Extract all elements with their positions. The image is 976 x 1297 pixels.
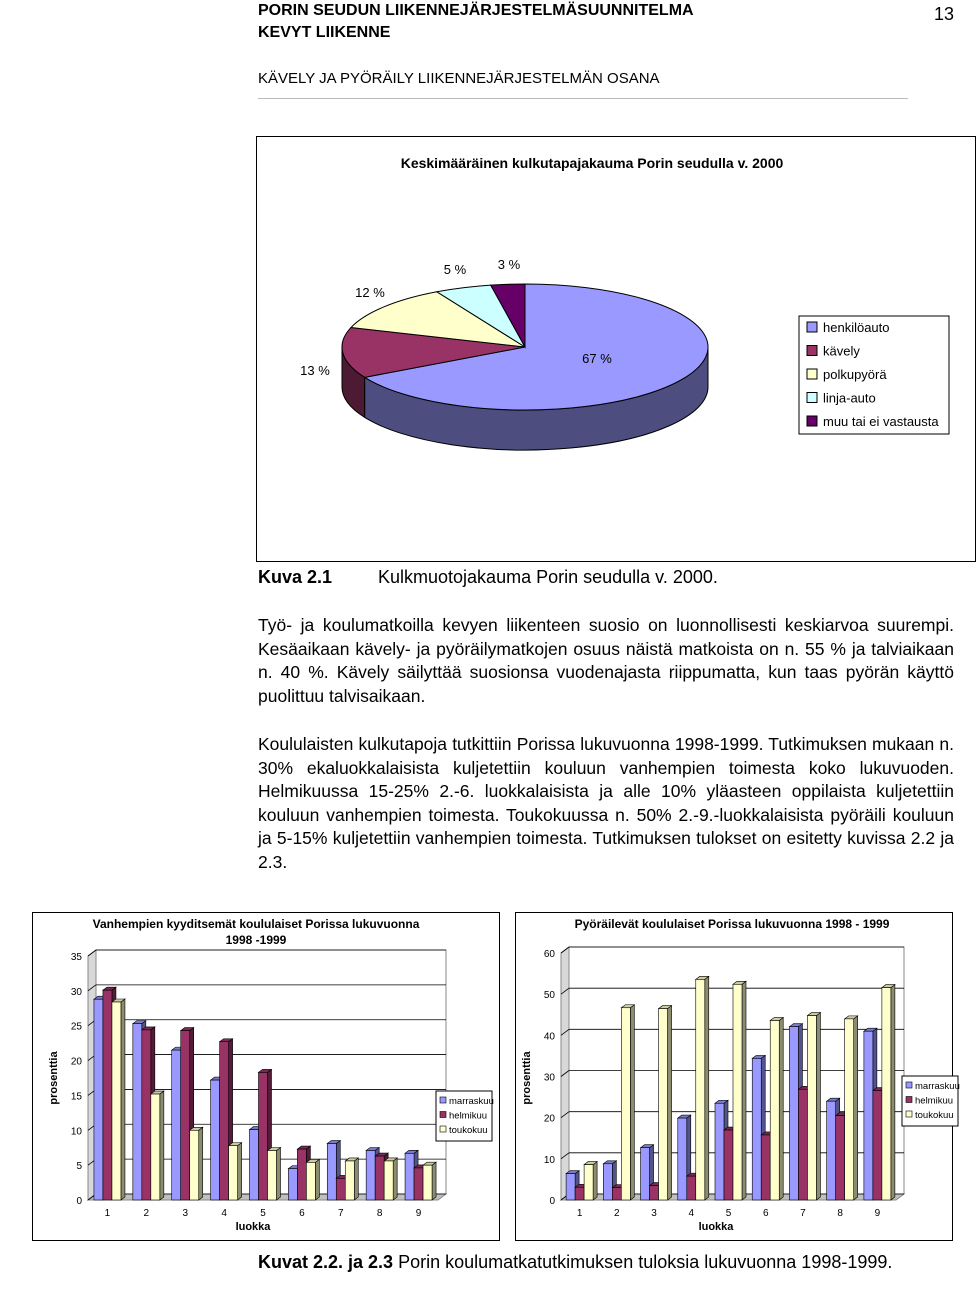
cycling-bar-side-6-3 bbox=[779, 1018, 783, 1200]
driven-xlabel: luokka bbox=[235, 1221, 271, 1233]
pie-legend-label-3: polkupyörä bbox=[823, 367, 887, 382]
bar-chart-cycling bbox=[516, 913, 960, 1240]
driven-bar-2-2 bbox=[142, 1030, 151, 1200]
pie-label-4: 5 % bbox=[443, 262, 467, 277]
driven-ytick-4: 20 bbox=[70, 1056, 82, 1068]
cycling-legend-label-3: toukokuu bbox=[915, 1110, 954, 1121]
driven-xtick-5: 5 bbox=[260, 1208, 266, 1219]
cycling-xlabel: luokka bbox=[698, 1221, 734, 1233]
driven-bar-4-3 bbox=[229, 1146, 238, 1200]
paragraph-2: Koululaisten kulkutapoja tutkittiin Porissa lukuvuonna 1998-1999. Tutkimuksen mukaan n. 30% ekaluokkalaisista kuljetettiin kouluun vanhempien toimesta koko lukuvuoden. Helmikuussa 15-25% 2.-6. luokkalaisista ja alle 10% yläasteen oppilaista kuljetettiin kouluun vanhempien toimesta. Toukokuussa n. 50% 2.-9.-luokkalaisista pyöräili kouluun ja 5-15% kuljetettiin vanhempien toimesta. Tutkimuksen tulokset on esitetty kuvissa 2.2 ja 2.3. bbox=[258, 734, 954, 872]
driven-bar-6-2 bbox=[297, 1149, 306, 1200]
cycling-ytick-0: 0 bbox=[549, 1196, 555, 1207]
driven-bar-side-2-3 bbox=[160, 1091, 164, 1200]
cycling-bar-2-3 bbox=[621, 1008, 630, 1200]
driven-legend-swatch-1 bbox=[440, 1097, 446, 1103]
driven-bar-5-1 bbox=[250, 1130, 259, 1200]
pie-title: Keskimääräinen kulkutapajakauma Porin seudulla v. 2000 bbox=[400, 155, 784, 171]
cycling-xtick-5: 5 bbox=[725, 1208, 732, 1219]
cycling-bar-8-2 bbox=[836, 1116, 845, 1200]
pie-chart-frame bbox=[256, 136, 976, 562]
driven-xtick-3: 3 bbox=[182, 1208, 189, 1219]
driven-ylabel: prosenttia bbox=[48, 1051, 60, 1105]
driven-xtick-6: 6 bbox=[299, 1208, 305, 1219]
paragraph-1: Työ- ja koulumatkoilla kevyen liikenteen suosio on luonnollisesti keskiarvoa suurempi. Kesäaikaan kävely- ja pyöräilymatkojen osuus näistä matkoista on n. 55 % ja talviaikaan n. 40 %. Kävely säilyttää suosionsa vuodenajasta riippumatta, kun taas pyörän käyttö puolittuu talvisaikaan. bbox=[258, 615, 954, 706]
pie-legend-label-1: henkilöauto bbox=[823, 320, 890, 335]
cycling-legend-swatch-3 bbox=[906, 1111, 912, 1117]
pie-legend-swatch-3 bbox=[807, 369, 817, 379]
figure-caption bbox=[258, 567, 718, 588]
cycling-bar-7-3 bbox=[807, 1016, 816, 1200]
driven-bar-3-3 bbox=[190, 1130, 199, 1200]
cycling-bar-1-1 bbox=[566, 1174, 575, 1200]
cycling-bar-side-7-3 bbox=[816, 1013, 820, 1200]
driven-xtick-4: 4 bbox=[221, 1208, 227, 1219]
driven-ytick-5: 25 bbox=[70, 1021, 82, 1033]
cycling-xtick-9: 9 bbox=[874, 1208, 881, 1219]
driven-bar-2-1 bbox=[133, 1024, 142, 1200]
driven-bar-3-2 bbox=[181, 1031, 190, 1200]
cycling-bar-1-3 bbox=[584, 1165, 593, 1200]
driven-ytick-1: 5 bbox=[76, 1161, 82, 1173]
driven-bar-5-2 bbox=[259, 1072, 268, 1200]
driven-xtick-8: 8 bbox=[376, 1208, 383, 1219]
cycling-bar-7-2 bbox=[798, 1089, 807, 1200]
cycling-legend-label-2: helmikuu bbox=[915, 1095, 954, 1107]
cycling-bar-9-2 bbox=[873, 1090, 882, 1200]
cycling-bar-9-3 bbox=[882, 988, 891, 1200]
driven-bar-8-1 bbox=[366, 1151, 375, 1200]
driven-bar-8-2 bbox=[375, 1156, 384, 1200]
cycling-ytick-5: 50 bbox=[543, 990, 555, 1002]
figures-caption bbox=[258, 1251, 954, 1274]
cycling-bar-2-1 bbox=[603, 1164, 612, 1200]
driven-bar-7-1 bbox=[327, 1144, 336, 1200]
cycling-bar-side-8-3 bbox=[854, 1016, 858, 1200]
driven-bar-9-3 bbox=[423, 1165, 432, 1200]
header-subtitle: KÄVELY JA PYÖRÄILY LIIKENNEJÄRJESTELMÄN OSANA bbox=[258, 70, 660, 87]
driven-bar-6-3 bbox=[306, 1162, 315, 1200]
cycling-legend-label-1: marraskuu bbox=[915, 1081, 960, 1092]
cycling-bar-side-9-3 bbox=[891, 985, 895, 1200]
driven-ytick-6: 30 bbox=[70, 986, 82, 998]
driven-bar-2-3 bbox=[151, 1094, 160, 1200]
driven-bar-4-1 bbox=[211, 1080, 220, 1200]
driven-bar-4-2 bbox=[220, 1042, 229, 1200]
cycling-legend-swatch-2 bbox=[906, 1097, 912, 1103]
page-number: 13 bbox=[934, 4, 955, 24]
cycling-bar-2-2 bbox=[612, 1188, 621, 1200]
figure-caption-label: Kuva 2.1 bbox=[258, 567, 333, 587]
cycling-bar-side-2-3 bbox=[630, 1005, 634, 1200]
driven-ytick-2: 10 bbox=[70, 1126, 82, 1138]
figures-caption-text: Porin koulumatkatutkimuksen tuloksia lukuvuonna 1998-1999. bbox=[398, 1252, 893, 1272]
pie-label-1: 67 % bbox=[582, 351, 612, 366]
pie-legend-swatch-1 bbox=[807, 322, 817, 332]
driven-bar-side-7-3 bbox=[354, 1158, 358, 1200]
bar-chart-driven bbox=[33, 913, 499, 1240]
pie-legend-label-5: muu tai ei vastausta bbox=[823, 414, 939, 429]
bar-chart-cycling-frame bbox=[515, 912, 960, 1241]
cycling-bar-side-5-3 bbox=[742, 981, 746, 1200]
cycling-xtick-8: 8 bbox=[837, 1208, 843, 1219]
cycling-ytick-4: 40 bbox=[543, 1031, 555, 1043]
bar-chart-driven-frame bbox=[32, 912, 500, 1241]
cycling-bar-1-2 bbox=[575, 1187, 584, 1200]
cycling-bar-4-1 bbox=[678, 1118, 687, 1200]
driven-bar-side-5-3 bbox=[277, 1148, 281, 1200]
driven-legend-label-3: toukokuu bbox=[449, 1125, 488, 1136]
pie-label-3: 12 % bbox=[355, 285, 385, 300]
driven-bar-1-2 bbox=[103, 990, 112, 1200]
figure-caption-text: Kulkmuotojakauma Porin seudulla v. 2000. bbox=[378, 567, 718, 587]
cycling-bar-5-1 bbox=[715, 1103, 724, 1200]
driven-xtick-2: 2 bbox=[143, 1208, 150, 1219]
cycling-xtick-4: 4 bbox=[688, 1208, 695, 1219]
cycling-bar-5-2 bbox=[724, 1130, 733, 1200]
driven-legend-label-2: helmikuu bbox=[449, 1110, 488, 1122]
driven-ytick-3: 15 bbox=[70, 1091, 82, 1103]
driven-bar-side-4-3 bbox=[238, 1143, 242, 1200]
cycling-bar-3-1 bbox=[641, 1148, 650, 1200]
cycling-ytick-2: 20 bbox=[543, 1113, 555, 1125]
cycling-bar-6-3 bbox=[770, 1021, 779, 1200]
driven-bar-9-2 bbox=[414, 1168, 423, 1200]
cycling-bar-3-2 bbox=[650, 1186, 659, 1200]
pie-label-5: 3 % bbox=[497, 257, 521, 272]
cycling-ytick-6: 60 bbox=[543, 949, 555, 960]
pie-legend-label-4: linja-auto bbox=[823, 390, 876, 406]
cycling-title: Pyöräilevät koululaiset Porissa lukuvuonna 1998 - 1999 bbox=[574, 917, 890, 931]
cycling-bar-4-3 bbox=[696, 979, 705, 1200]
driven-bar-7-3 bbox=[345, 1161, 354, 1200]
cycling-xtick-1: 1 bbox=[576, 1208, 583, 1219]
driven-title-line2: 1998 -1999 bbox=[225, 933, 287, 947]
cycling-ylabel: prosenttia bbox=[521, 1051, 533, 1105]
cycling-bar-6-1 bbox=[752, 1058, 761, 1200]
cycling-xtick-2: 2 bbox=[614, 1208, 620, 1219]
cycling-legend-swatch-1 bbox=[906, 1082, 912, 1088]
cycling-bar-6-2 bbox=[761, 1135, 770, 1200]
cycling-bar-8-3 bbox=[845, 1019, 854, 1200]
pie-label-2: 13 % bbox=[300, 363, 330, 378]
driven-bar-side-9-3 bbox=[432, 1162, 436, 1200]
driven-bar-7-2 bbox=[336, 1178, 345, 1200]
header-title-line1: PORIN SEUDUN LIIKENNEJÄRJESTELMÄSUUNNITELMA bbox=[258, 2, 694, 19]
driven-bar-side-8-3 bbox=[393, 1158, 397, 1200]
cycling-bar-side-1-3 bbox=[593, 1162, 597, 1200]
driven-bar-side-6-3 bbox=[315, 1159, 319, 1200]
cycling-xtick-3: 3 bbox=[651, 1208, 657, 1219]
cycling-ytick-1: 10 bbox=[543, 1154, 555, 1166]
header-divider bbox=[258, 98, 908, 99]
cycling-xtick-7: 7 bbox=[800, 1208, 806, 1219]
cycling-bar-8-1 bbox=[827, 1101, 836, 1200]
driven-legend-swatch-2 bbox=[440, 1112, 446, 1118]
driven-bar-1-3 bbox=[112, 1002, 121, 1200]
figures-caption-label: Kuvat 2.2. ja 2.3 bbox=[258, 1252, 394, 1272]
driven-legend-swatch-3 bbox=[440, 1126, 446, 1132]
cycling-bar-3-3 bbox=[659, 1009, 668, 1200]
cycling-bar-side-4-3 bbox=[705, 976, 709, 1200]
driven-legend-label-1: marraskuu bbox=[449, 1096, 494, 1107]
header-title-line2: KEVYT LIIKENNE bbox=[258, 24, 391, 41]
cycling-xtick-6: 6 bbox=[762, 1208, 769, 1219]
pie-legend-swatch-2 bbox=[807, 346, 817, 356]
pie-legend-label-2: kävely bbox=[823, 343, 860, 359]
driven-bar-side-1-3 bbox=[121, 999, 125, 1200]
cycling-bar-7-1 bbox=[789, 1027, 798, 1200]
driven-bar-9-1 bbox=[405, 1153, 414, 1200]
pie-legend-swatch-5 bbox=[807, 416, 817, 426]
driven-ytick-7: 35 bbox=[70, 952, 82, 963]
driven-title-line1: Vanhempien kyyditsemät koululaiset Porissa lukuvuonna bbox=[92, 917, 420, 931]
driven-ytick-0: 0 bbox=[76, 1196, 82, 1207]
driven-bar-8-3 bbox=[384, 1161, 393, 1200]
cycling-bar-9-1 bbox=[864, 1031, 873, 1200]
driven-xtick-1: 1 bbox=[104, 1208, 111, 1219]
pie-chart bbox=[257, 137, 975, 561]
pie-legend-swatch-4 bbox=[807, 393, 817, 403]
cycling-bar-5-3 bbox=[733, 984, 742, 1200]
driven-bar-6-1 bbox=[288, 1169, 297, 1200]
driven-bar-3-1 bbox=[172, 1050, 181, 1200]
driven-bar-1-1 bbox=[94, 999, 103, 1200]
driven-xtick-7: 7 bbox=[337, 1208, 344, 1219]
driven-bar-side-3-3 bbox=[199, 1127, 203, 1200]
driven-bar-5-3 bbox=[268, 1151, 277, 1200]
driven-xtick-9: 9 bbox=[415, 1208, 422, 1219]
cycling-ytick-3: 30 bbox=[543, 1072, 555, 1084]
cycling-bar-side-3-3 bbox=[668, 1006, 672, 1200]
cycling-bar-4-2 bbox=[687, 1176, 696, 1200]
